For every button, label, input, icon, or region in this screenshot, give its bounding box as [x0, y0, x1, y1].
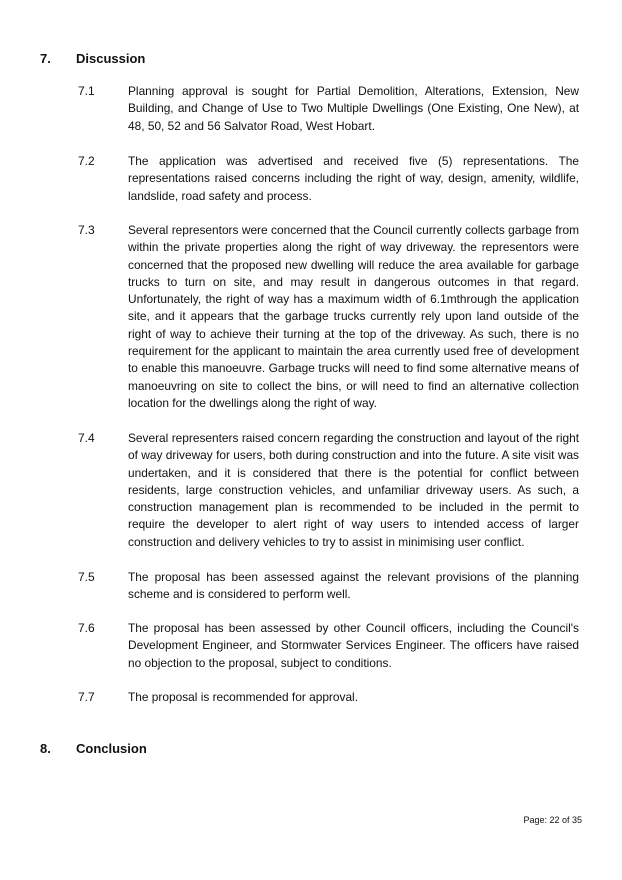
- paragraph-number: 7.1: [78, 84, 95, 98]
- paragraph-number: 7.5: [78, 570, 95, 584]
- paragraph-7-6: [78, 620, 583, 672]
- paragraph-text: The proposal has been assessed by other Council officers, including the Council's Development Engineer, and Stormwater Services Engineer. The officers have raised no objection to the proposal, subject to conditions.: [128, 621, 579, 670]
- paragraph-text: The proposal has been assessed against the relevant provisions of the planning scheme and is considered to perform well.: [128, 570, 579, 602]
- paragraph-number: 7.7: [78, 690, 95, 704]
- paragraph-text: The application was advertised and received five (5) representations. The representations raised concerns including the right of way, design, amenity, wildlife, landslide, road safety and process.: [128, 154, 579, 203]
- paragraph-text: The proposal is recommended for approval.: [128, 690, 359, 704]
- paragraph-number: 7.6: [78, 621, 95, 635]
- page-number-footer: Page: 22 of 35: [523, 815, 582, 825]
- paragraph-text: Planning approval is sought for Partial Demolition, Alterations, Extension, New Building, and Change of Use to Two Multiple Dwellings (One Existing, One New), at 48, 50, 52 and 56 Salvator Road, West Hobart.: [128, 84, 579, 133]
- paragraph-7-7: [78, 689, 583, 706]
- section-title: Conclusion: [76, 741, 147, 756]
- paragraph-7-1: [78, 83, 583, 135]
- paragraph-7-2: [78, 153, 583, 205]
- paragraph-number: 7.2: [78, 154, 95, 168]
- paragraph-text: Several representers raised concern regarding the construction and layout of the right of way driveway for users, both during construction and into the future. A site visit was undertaken, and it is considered that there is the potential for conflict between residents, large construction vehicles, and unfamiliar driveway users. As such, a construction management plan is recommended to be included in the permit to require the developer to alert right of way users to intended access of larger construction and delivery vehicles to try to assist in minimising user conflict.: [128, 431, 579, 549]
- paragraph-number: 7.3: [78, 223, 95, 237]
- paragraph-text: Several representors were concerned that the Council currently collects garbage from within the private properties along the right of way driveway. the representors were concerned that the proposed new dwelling will reduce the area available for garbage trucks to turn on site, and may result in dangerous outcomes in that regard. Unfortunately, the right of way has a maximum width of 6.1mthrough the application site, and it appears that the garbage trucks currently rely upon land outside of the right of way to achieve their turning at the top of the driveway. As such, there is no requirement for the applicant to maintain the area currently used free of development to enable this manoeuvre. Garbage trucks will need to find some alternative means of manoeuvring on site to collect the bins, or will need to find an alternative collection location for the dwellings along the right of way.: [128, 223, 579, 410]
- section-number: 7.: [40, 51, 51, 66]
- section-number: 8.: [40, 741, 51, 756]
- section-title: Discussion: [76, 51, 146, 66]
- paragraph-7-3: [78, 222, 583, 412]
- paragraph-7-4: [78, 430, 583, 551]
- paragraph-7-5: [78, 569, 583, 604]
- paragraph-number: 7.4: [78, 431, 95, 445]
